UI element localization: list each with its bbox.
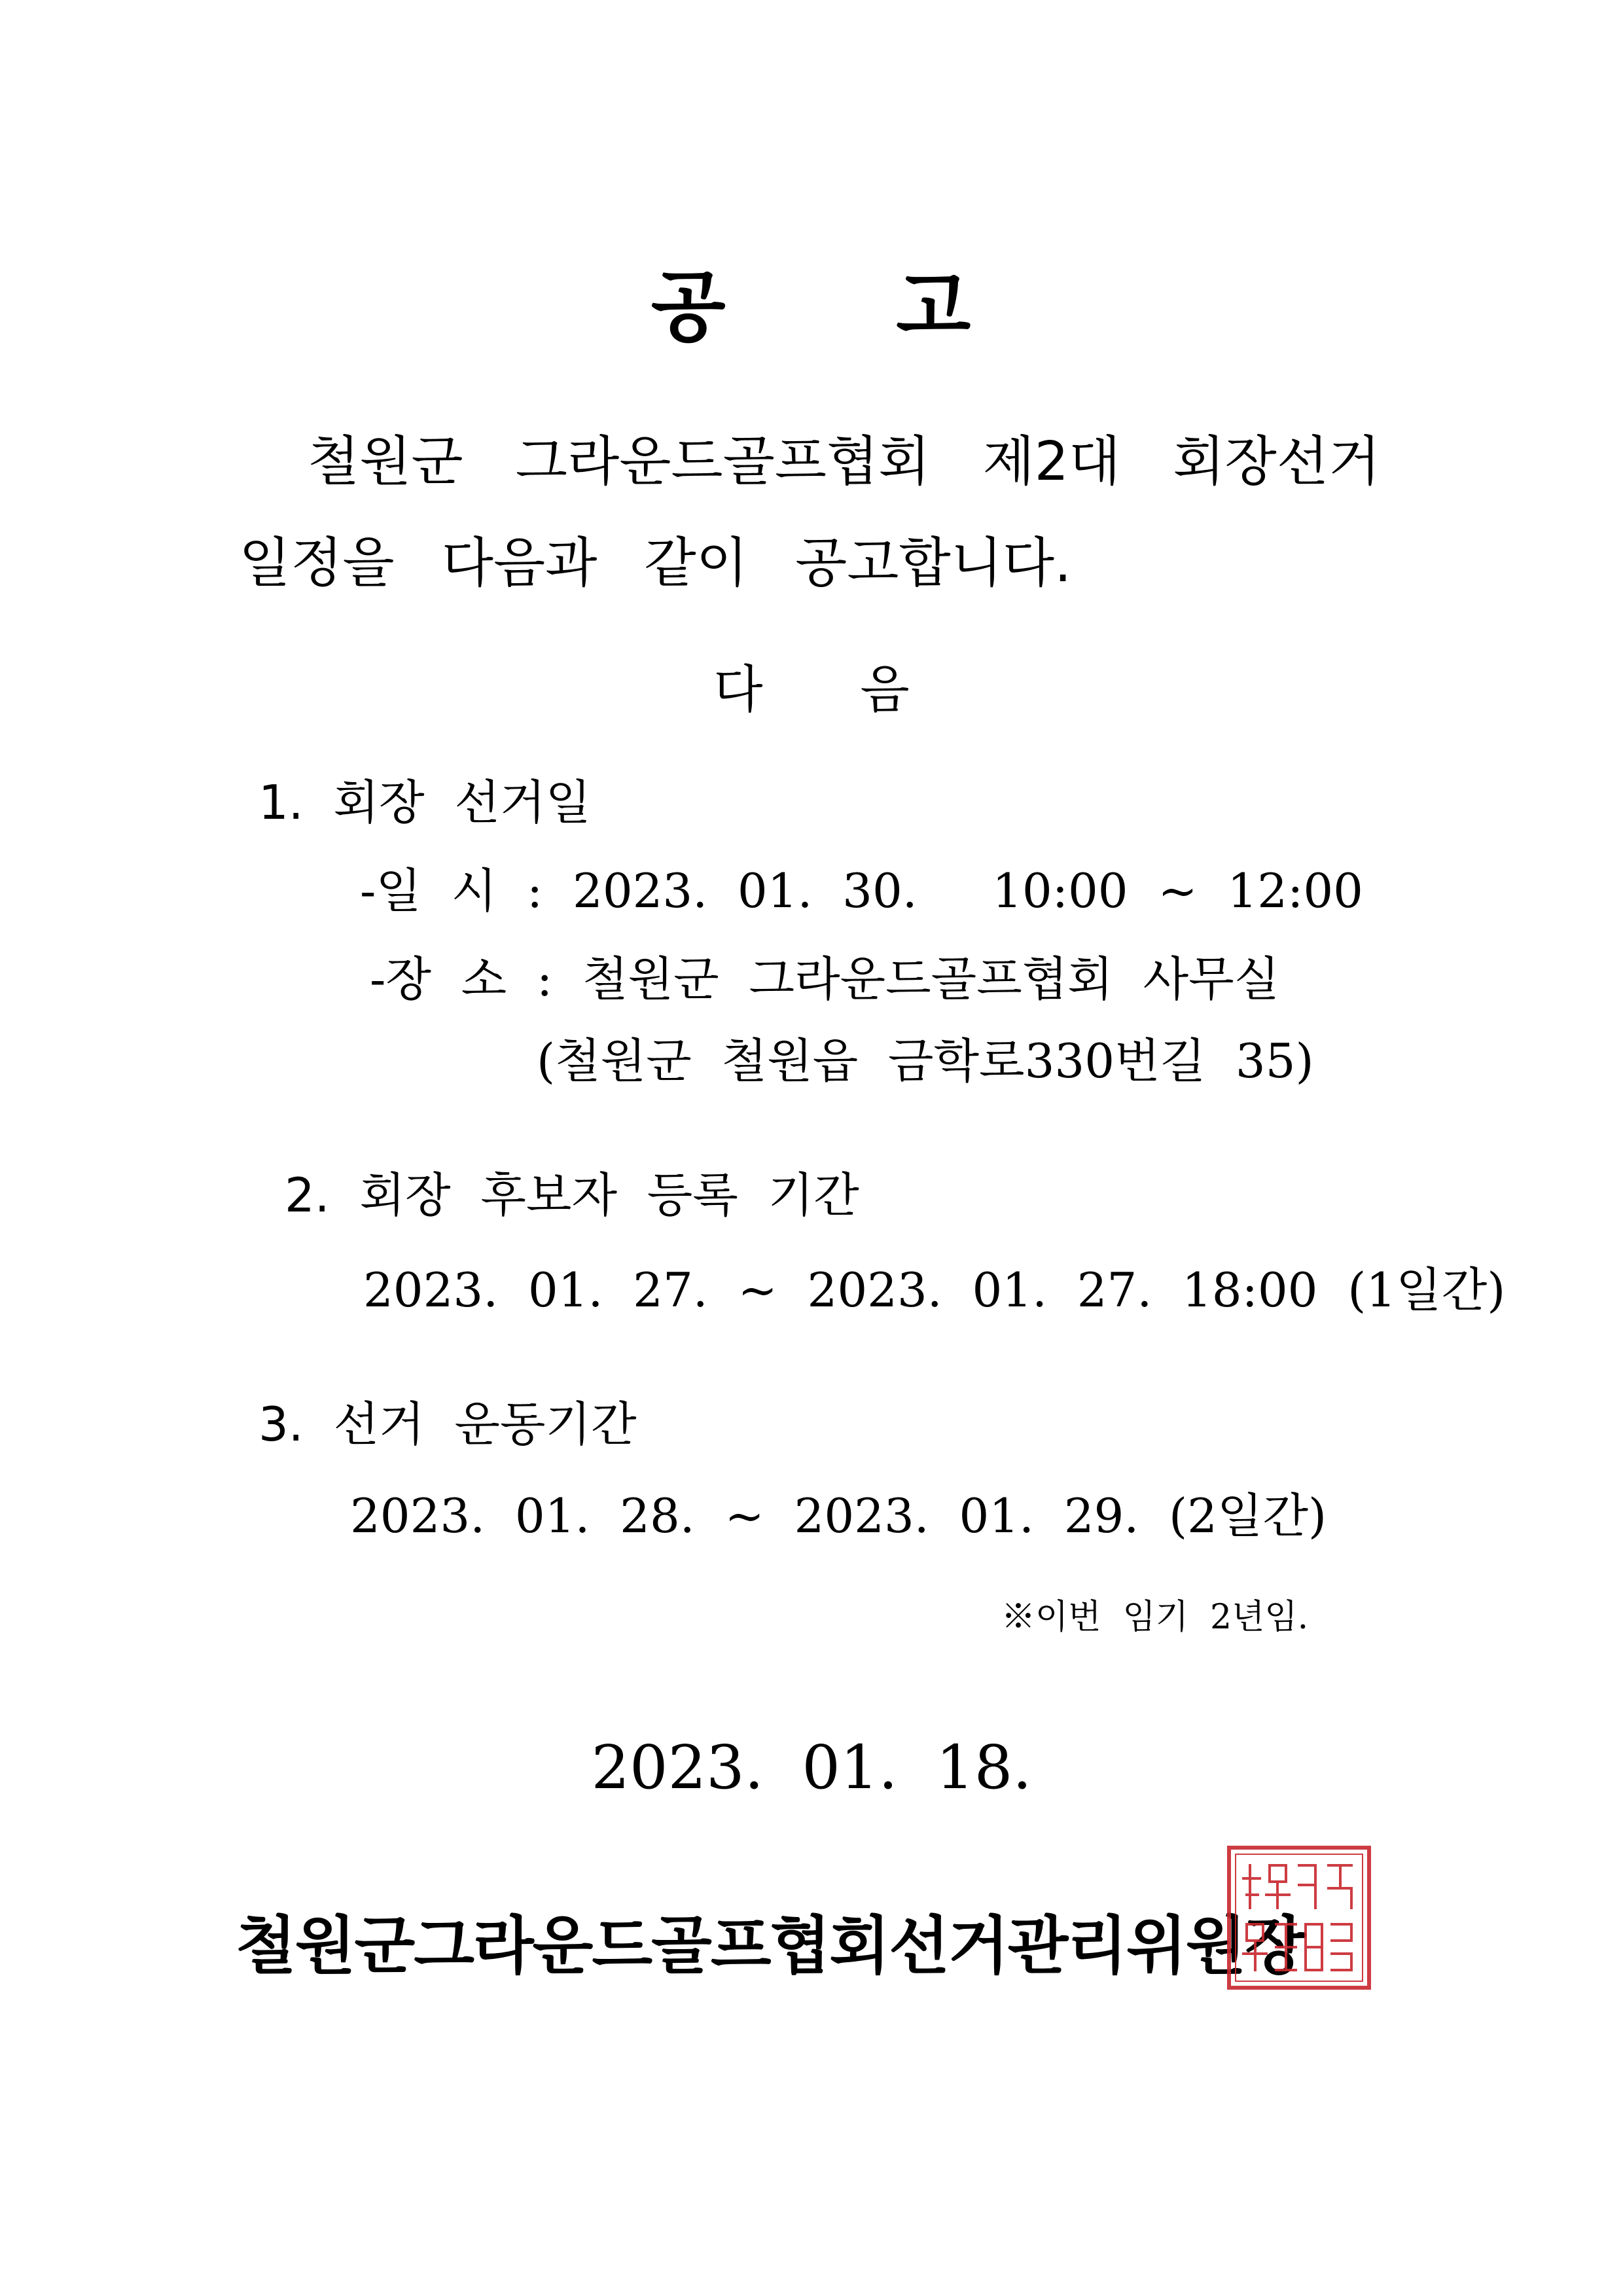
registration-period: 2023. 01. 27. ~ 2023. 01. 27. 18:00 (1일간) — [363, 1263, 1506, 1318]
issuer-name: 철원군그라운드골프협회선거관리위원장 — [236, 1909, 1305, 1982]
election-place: -장 소 : 철원군 그라운드골프협회 사무실 — [370, 952, 1280, 1007]
announcement-date: 2023. 01. 18. — [591, 1732, 1032, 1803]
term-note: ※이번 임기 2년임. — [1001, 1598, 1309, 1637]
official-seal — [1224, 1842, 1374, 1993]
subheading-details: 다 음 — [713, 660, 910, 719]
election-address: (철원군 철원읍 금학로330번길 35) — [537, 1033, 1314, 1088]
election-datetime: -일 시 : 2023. 01. 30. 10:00 ~ 12:00 — [360, 863, 1363, 918]
document-title: 공 고 — [651, 262, 972, 352]
section-2-heading: 2. 회장 후보자 등록 기간 — [285, 1168, 859, 1223]
section-1-heading: 1. 회장 선거일 — [259, 775, 592, 830]
campaign-period: 2023. 01. 28. ~ 2023. 01. 29. (2일간) — [350, 1488, 1327, 1543]
intro-line-1: 철원군 그라운드골프협회 제2대 회장선거 — [308, 431, 1381, 493]
section-3-heading: 3. 선거 운동기간 — [259, 1397, 637, 1452]
intro-line-2: 일정을 다음과 같이 공고합니다. — [239, 532, 1072, 594]
